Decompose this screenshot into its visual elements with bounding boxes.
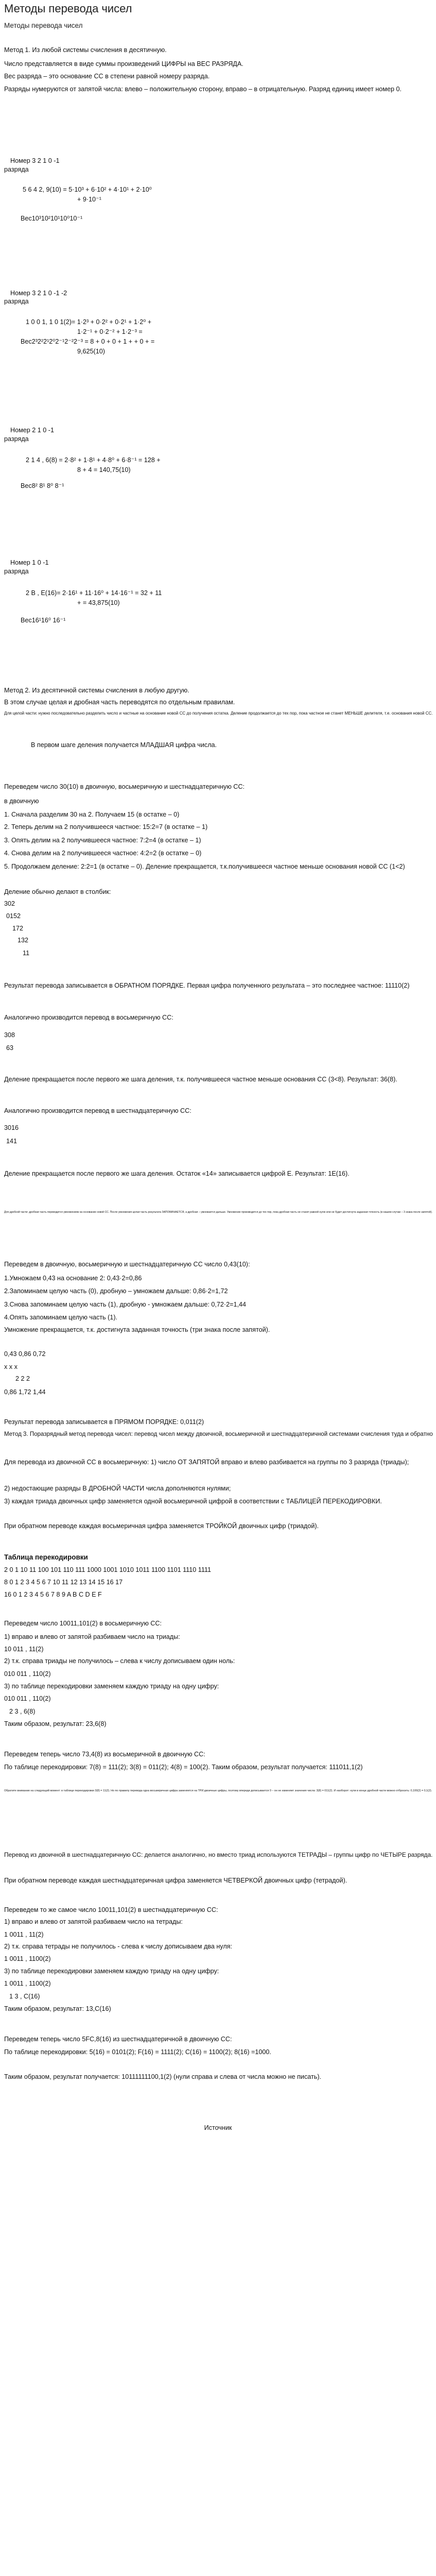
text-line: 4.Опять запоминаем целую часть (1). xyxy=(4,1314,118,1321)
text-line: Вес разряда – это основание СС в степени равной номеру разряда. xyxy=(4,73,210,80)
text-line: Деление прекращается после первого же шага деления. Остаток «14» записывается цифрой E. Результат: 1E(16). xyxy=(4,1170,350,1177)
text-line: Переведем число 30(10) в двоичную, восьмеричную и шестнадцатеричную СС: xyxy=(4,783,245,790)
text-line: 2 0 1 10 11 100 101 110 111 1000 1001 1010 1011 1100 1101 1110 1111 xyxy=(4,1566,211,1573)
text-line: Вес16¹16⁰ 16⁻¹ xyxy=(21,617,66,624)
text-line: Переведем число 10011,101(2) в восьмеричную СС: xyxy=(4,1620,162,1627)
text-line: Аналогично производится перевод в восьмеричную СС: xyxy=(4,1014,173,1021)
text-line: Умножение прекращается, т.к. достигнута заданная точность (три знака после запятой). xyxy=(4,1326,270,1333)
text-line: разряда xyxy=(4,166,29,173)
text-line: 1 0011 , 11(2) xyxy=(4,1931,44,1938)
text-line: Таким образом, результат получается: 10111111100,1(2) (нули справа и слева от числа можно не писать). xyxy=(4,2073,322,2080)
text-line: в двоичную xyxy=(4,798,39,805)
text-line: x x x xyxy=(4,1363,18,1370)
text-line: Для перевода из двоичной СС в восьмеричную: 1) число ОТ ЗАПЯТОЙ вправо и влево разбивается на группы по 3 разряда (триады); xyxy=(4,1459,409,1466)
text-line: В этом случае целая и дробная часть переводятся по отдельным правилам. xyxy=(4,699,235,706)
text-line: 2 3 , 6(8) xyxy=(9,1708,36,1715)
text-line: 302 xyxy=(4,900,15,907)
text-line: При обратном переводе каждая восьмеричная цифра заменяется ТРОЙКОЙ двоичных цифр (триадой). xyxy=(4,1522,319,1530)
text-line: Таким образом, результат: 13,C(16) xyxy=(4,2005,111,2012)
text-line: 308 xyxy=(4,1031,15,1039)
text-line: 1. Сначала разделим 30 на 2. Получаем 15 (в остатке – 0) xyxy=(4,811,180,818)
text-line: Перевод из двоичной в шестнадцатеричную СС: делается аналогично, но вместо триад используются ТЕТРАДЫ – группы цифр по ЧЕТЫРЕ разряда. xyxy=(4,1851,433,1858)
text-line: Вес10³10²10¹10⁰10⁻¹ xyxy=(21,215,83,222)
text-line: При обратном переводе каждая шестнадцатеричная цифра заменяется ЧЕТВЕРКОЙ двоичных цифр (тетрадой). xyxy=(4,1877,347,1884)
text-line: Разряды нумеруются от запятой числа: влево – положительную сторону, вправо – в отрицательную. Разряд единиц имеет номер 0. xyxy=(4,86,402,93)
text-line: Для целой части: нужно последовательно разделить число и частные на основание новой СС до получения остатка. Деление продолжается до тех пор, пока частное не станет МЕНЬШЕ делителя, т.е. основания новой СС. xyxy=(4,711,433,716)
text-line: Результат перевода записывается в ПРЯМОМ ПОРЯДКЕ: 0,011(2) xyxy=(4,1418,204,1426)
text-line: Результат перевода записывается в ОБРАТНОМ ПОРЯДКЕ. Первая цифра полученного результата – это последнее частное: 11110(2) xyxy=(4,982,410,989)
text-line: 3. Опять делим на 2 получившееся частное: 7:2=4 (в остатке – 1) xyxy=(4,837,201,844)
text-line: Номер 1 0 -1 xyxy=(10,559,49,566)
text-line: Переведем теперь число 73,4(8) из восьмеричной в двоичную СС: xyxy=(4,1751,205,1758)
text-line: Таблица перекодировки xyxy=(4,1553,88,1561)
text-line: Номер 2 1 0 -1 xyxy=(10,427,54,434)
text-line: 2. Теперь делим на 2 получившееся частное: 15:2=7 (в остатке – 1) xyxy=(4,823,208,831)
text-line: + = 43,875(10) xyxy=(77,599,120,606)
text-line: Номер 3 2 1 0 -1 -2 xyxy=(10,290,67,297)
text-line: Метод 3. Поразрядный метод перевода чисел: перевод чисел между двоичной, восьмеричной и шестнадцатеричной системами счисления туда и обратно xyxy=(4,1431,433,1437)
text-line: 3.Снова запоминаем целую часть (1), дробную - умножаем дальше: 0,72·2=1,44 xyxy=(4,1301,246,1308)
text-line: 3016 xyxy=(4,1124,19,1131)
text-line: 0,43 0,86 0,72 xyxy=(4,1350,46,1358)
text-line: Переведем теперь число 5FC,8(16) из шестнадцатеричной в двоичную СС: xyxy=(4,2036,232,2043)
text-line: Для дробной части: дробная часть переводится умножением на основание новой СС. После умножения целая часть результата ЗАПОМИНАЕТСЯ, а дробная – умножается дальше. Умножение производится до тех пор, пока дробная часть не станет равной нулю или не будет достигнута заданная точность (в нашем случае – 3 знака после запятой). xyxy=(4,1211,432,1214)
text-line: 132 xyxy=(18,937,29,944)
text-line: 172 xyxy=(12,925,24,932)
text-line: разряда xyxy=(4,435,29,443)
text-line: 63 xyxy=(6,1044,14,1052)
text-line: 0,86 1,72 1,44 xyxy=(4,1388,46,1396)
text-line: 2 1 4 , 6(8) = 2·8² + 1·8¹ + 4·8⁰ + 6·8⁻¹ = 128 + xyxy=(26,456,161,464)
text-line: В первом шаге деления получается МЛАДШАЯ цифра числа. xyxy=(31,741,217,749)
text-line: Номер 3 2 1 0 -1 xyxy=(10,157,60,164)
text-line: Аналогично производится перевод в шестнадцатеричную СС: xyxy=(4,1107,191,1114)
text-line: 1.Умножаем 0,43 на основание 2: 0,43·2=0,86 xyxy=(4,1275,142,1282)
text-line: 141 xyxy=(6,1138,18,1145)
text-line: 2) недостающие разряды В ДРОБНОЙ ЧАСТИ числа дополняются нулями; xyxy=(4,1485,231,1492)
text-line: 2) т.к. справа тетрады не получилось - слева к числу дописываем два нуля: xyxy=(4,1943,232,1950)
text-line: 3) по таблице перекодировки заменяем каждую триаду на одну цифру: xyxy=(4,1683,219,1690)
text-line: 9,625(10) xyxy=(77,348,105,355)
text-line: 010 011 , 110(2) xyxy=(4,1670,51,1677)
text-line: Вес8² 8¹ 8⁰ 8⁻¹ xyxy=(21,482,64,489)
text-line: 1 0 0 1, 1 0 1(2)= 1·2³ + 0·2² + 0·2¹ + 1·2⁰ + xyxy=(26,318,152,326)
text-line: 11 xyxy=(23,950,30,957)
text-line: 2) т.к. справа триады не получилось – слева к числу дописываем один ноль: xyxy=(4,1657,235,1665)
text-line: Деление обычно делают в столбик: xyxy=(4,888,111,895)
text-line: 3) по таблице перекодировки заменяем каждую триаду на одну цифру: xyxy=(4,1968,219,1975)
text-line: По таблице перекодировки: 7(8) = 111(2); 3(8) = 011(2); 4(8) = 100(2). Таким образом, результат получается: 111011,1(2) xyxy=(4,1764,363,1771)
text-line: 1·2⁻¹ + 0·2⁻² + 1·2⁻³ = xyxy=(77,328,143,335)
text-line: Деление прекращается после первого же шага деления, т.к. получившееся частное меньше основания СС (3<8). Результат: 36(8). xyxy=(4,1076,397,1083)
page-subtitle: Методы перевода чисел xyxy=(4,22,83,29)
text-line: 2 B , E(16)= 2·16¹ + 11·16⁰ + 14·16⁻¹ = 32 + 11 xyxy=(26,589,162,597)
text-line: 1) вправо и влево от запятой разбиваем число на триады: xyxy=(4,1633,180,1640)
text-line: Вес2³2²2¹2⁰2⁻¹2⁻²2⁻³ = 8 + 0 + 0 + 1 + + 0 + = xyxy=(21,338,155,345)
text-line: Метод 1. Из любой системы счисления в десятичную. xyxy=(4,46,167,54)
text-line: 4. Снова делим на 2 получившееся частное: 4:2=2 (в остатке – 0) xyxy=(4,850,202,857)
text-line: разряда xyxy=(4,298,29,305)
text-line: 0152 xyxy=(6,912,21,920)
text-line: 2 2 2 xyxy=(15,1375,30,1382)
page-title: Методы перевода чисел xyxy=(4,2,132,15)
text-line: 1 0011 , 1100(2) xyxy=(4,1980,51,1987)
text-line: 10 011 , 11(2) xyxy=(4,1646,44,1653)
text-line: разряда xyxy=(4,568,29,575)
text-line: 010 011 , 110(2) xyxy=(4,1695,51,1702)
text-line: 3) каждая триада двоичных цифр заменяется одной восьмеричной цифрой в соответствии с ТАБЛИЦЕЙ ПЕРЕКОДИРОВКИ. xyxy=(4,1498,382,1505)
source-link[interactable]: Источник xyxy=(204,2124,232,2131)
text-line: 8 0 1 2 3 4 5 6 7 10 11 12 13 14 15 16 17 xyxy=(4,1579,123,1586)
text-line: 1 0011 , 1100(2) xyxy=(4,1955,51,1962)
text-line: Метод 2. Из десятичной системы счисления в любую другую. xyxy=(4,687,189,694)
text-line: Переведем в двоичную, восьмеричную и шестнадцатеричную СС число 0,43(10): xyxy=(4,1261,250,1268)
text-line: 16 0 1 2 3 4 5 6 7 8 9 A B C D E F xyxy=(4,1591,102,1598)
text-line: 2.Запоминаем целую часть (0), дробную – умножаем дальше: 0,86·2=1,72 xyxy=(4,1287,228,1295)
text-line: 1 3 , C(16) xyxy=(9,1993,40,2000)
text-line: Переведем то же самое число 10011,101(2) в шестнадцатеричную СС: xyxy=(4,1906,218,1913)
text-line: 5. Продолжаем деление: 2:2=1 (в остатке – 0). Деление прекращается, т.к.получившееся частное меньше основания новой СС (1<2) xyxy=(4,863,405,870)
text-line: 5 6 4 2, 9(10) = 5·10³ + 6·10² + 4·10¹ + 2·10⁰ xyxy=(23,186,152,193)
text-line: Таким образом, результат: 23,6(8) xyxy=(4,1720,107,1727)
text-line: Обратите внимание на следующий момент: в таблице перекодировки 3(8) = 11(2). Но по правилу перевода одна восьмеричная цифра заменяется на ТРИ двоичные цифры, поэтому впереди дописывается 0 – он не изменяет значения числа: 3(8) = 011(2). И наоборот: нули в конце дробной части можно отбросить: 0,100(2) = 0,1(2). xyxy=(4,1789,432,1792)
text-line: 1) вправо и влево от запятой разбиваем число на тетрады: xyxy=(4,1918,183,1925)
text-line: По таблице перекодировки: 5(16) = 0101(2); F(16) = 1111(2); C(16) = 1100(2); 8(16) =1000. xyxy=(4,2048,271,2056)
text-line: Число представляется в виде суммы произведений ЦИФРЫ на ВЕС РАЗРЯДА. xyxy=(4,60,243,67)
text-line: + 9·10⁻¹ xyxy=(77,196,101,203)
text-line: 8 + 4 = 140,75(10) xyxy=(77,466,131,473)
